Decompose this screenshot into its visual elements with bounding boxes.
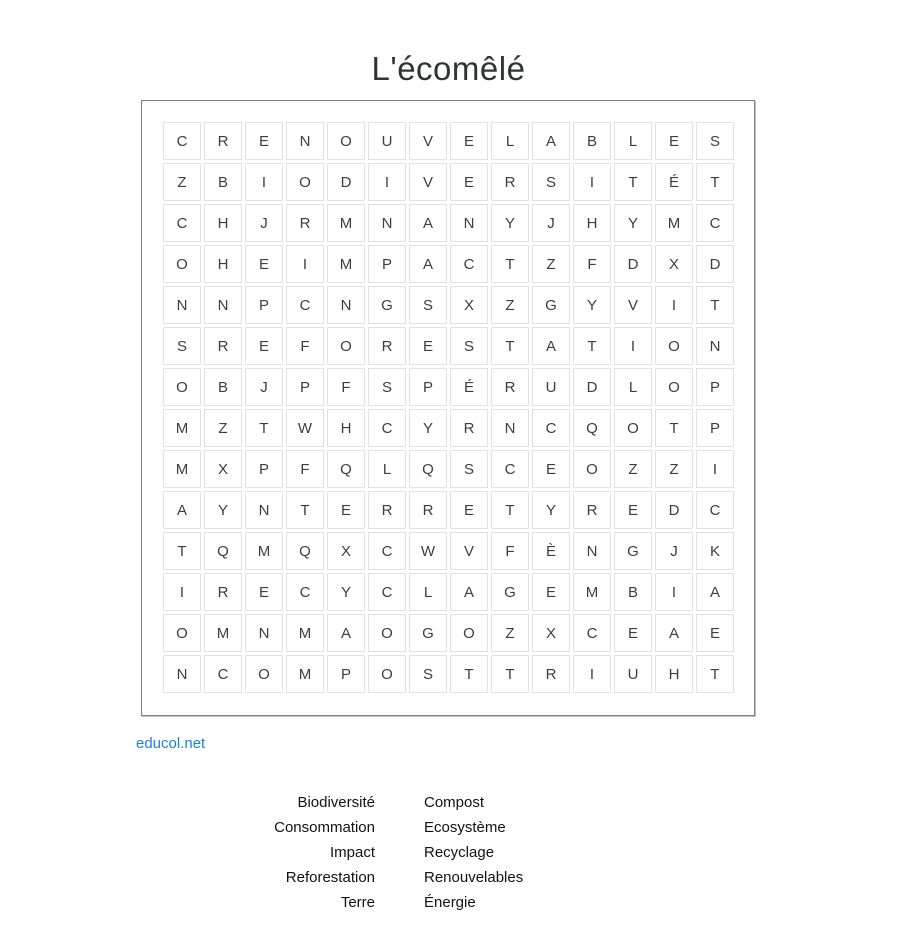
- grid-cell: D: [696, 245, 734, 283]
- grid-cell: E: [532, 573, 570, 611]
- grid-cell: N: [245, 614, 283, 652]
- grid-cell: U: [614, 655, 652, 693]
- grid-cell: P: [368, 245, 406, 283]
- grid-cell: C: [368, 573, 406, 611]
- word-list: [0, 790, 897, 915]
- grid-cell: T: [614, 163, 652, 201]
- grid-cell: Y: [573, 286, 611, 324]
- grid-cell: O: [368, 614, 406, 652]
- grid-cell: Z: [163, 163, 201, 201]
- grid-cell: C: [163, 204, 201, 242]
- grid-cell: C: [368, 409, 406, 447]
- educol-link[interactable]: educol.net: [136, 735, 206, 752]
- grid-cell: J: [245, 204, 283, 242]
- grid-cell: P: [409, 368, 447, 406]
- grid-cell: G: [614, 532, 652, 570]
- grid-cell: L: [409, 573, 447, 611]
- grid-cell: T: [286, 491, 324, 529]
- grid-cell: I: [614, 327, 652, 365]
- grid-cell: A: [163, 491, 201, 529]
- grid-cell: C: [573, 614, 611, 652]
- grid-cell: Y: [491, 204, 529, 242]
- grid-cell: R: [573, 491, 611, 529]
- grid-cell: T: [450, 655, 488, 693]
- grid-cell: O: [163, 245, 201, 283]
- grid-cell: N: [696, 327, 734, 365]
- grid-cell: X: [450, 286, 488, 324]
- puzzle-board: [141, 100, 755, 716]
- grid-cell: H: [655, 655, 693, 693]
- grid-cell: L: [368, 450, 406, 488]
- grid-cell: O: [655, 327, 693, 365]
- grid-cell: S: [409, 286, 447, 324]
- grid-cell: A: [532, 122, 570, 160]
- grid-cell: C: [204, 655, 242, 693]
- grid-cell: N: [286, 122, 324, 160]
- grid-cell: S: [163, 327, 201, 365]
- grid-cell: N: [573, 532, 611, 570]
- grid-cell: N: [204, 286, 242, 324]
- grid-cell: N: [491, 409, 529, 447]
- grid-cell: H: [204, 204, 242, 242]
- grid-cell: X: [204, 450, 242, 488]
- grid-cell: É: [655, 163, 693, 201]
- grid-cell: I: [286, 245, 324, 283]
- grid-cell: H: [573, 204, 611, 242]
- grid-cell: T: [245, 409, 283, 447]
- grid-cell: Q: [573, 409, 611, 447]
- grid-cell: M: [573, 573, 611, 611]
- grid-cell: M: [163, 409, 201, 447]
- grid-cell: E: [614, 491, 652, 529]
- word-list-column-left: [0, 790, 375, 915]
- word-list-item: Énergie: [424, 894, 476, 911]
- grid-cell: W: [409, 532, 447, 570]
- grid-cell: Z: [491, 614, 529, 652]
- word-list-item: Compost: [424, 794, 485, 811]
- grid-cell: B: [204, 368, 242, 406]
- grid-cell: E: [450, 122, 488, 160]
- grid-cell: O: [286, 163, 324, 201]
- grid-cell: I: [655, 286, 693, 324]
- grid-cell: V: [409, 163, 447, 201]
- grid-cell: Y: [204, 491, 242, 529]
- grid-cell: D: [655, 491, 693, 529]
- grid-cell: E: [327, 491, 365, 529]
- grid-cell: E: [245, 122, 283, 160]
- grid-cell: Y: [409, 409, 447, 447]
- grid-cell: Z: [614, 450, 652, 488]
- grid-cell: R: [204, 573, 242, 611]
- grid-cell: Q: [204, 532, 242, 570]
- grid-cell: L: [614, 368, 652, 406]
- grid-cell: Y: [614, 204, 652, 242]
- grid-cell: S: [409, 655, 447, 693]
- grid-cell: O: [614, 409, 652, 447]
- grid-cell: G: [409, 614, 447, 652]
- word-list-item: Ecosystème: [424, 819, 506, 836]
- grid-cell: C: [532, 409, 570, 447]
- grid-cell: K: [696, 532, 734, 570]
- grid-cell: P: [245, 286, 283, 324]
- grid-cell: M: [204, 614, 242, 652]
- grid-cell: M: [327, 245, 365, 283]
- grid-cell: I: [655, 573, 693, 611]
- grid-cell: J: [245, 368, 283, 406]
- grid-cell: O: [245, 655, 283, 693]
- grid-cell: É: [450, 368, 488, 406]
- grid-cell: F: [327, 368, 365, 406]
- grid-cell: N: [163, 655, 201, 693]
- grid-cell: T: [491, 491, 529, 529]
- grid-cell: D: [614, 245, 652, 283]
- grid-cell: I: [573, 655, 611, 693]
- grid-cell: P: [696, 368, 734, 406]
- grid-cell: Y: [327, 573, 365, 611]
- grid-cell: S: [368, 368, 406, 406]
- grid-cell: G: [491, 573, 529, 611]
- grid-cell: C: [368, 532, 406, 570]
- grid-cell: E: [245, 327, 283, 365]
- grid-cell: I: [573, 163, 611, 201]
- grid-cell: T: [573, 327, 611, 365]
- word-list-item: Reforestation: [285, 869, 375, 886]
- page-title: L'écomêlé: [371, 50, 526, 87]
- grid-cell: O: [368, 655, 406, 693]
- grid-cell: O: [327, 327, 365, 365]
- grid-cell: P: [286, 368, 324, 406]
- grid-cell: O: [327, 122, 365, 160]
- grid-cell: Y: [532, 491, 570, 529]
- grid-cell: E: [245, 245, 283, 283]
- grid-cell: T: [696, 286, 734, 324]
- grid-cell: J: [655, 532, 693, 570]
- grid-cell: F: [491, 532, 529, 570]
- grid-cell: J: [532, 204, 570, 242]
- word-list-item: Biodiversité: [297, 794, 375, 811]
- word-list-item: Renouvelables: [424, 869, 524, 886]
- grid-cell: T: [696, 163, 734, 201]
- grid-cell: A: [655, 614, 693, 652]
- grid-cell: O: [450, 614, 488, 652]
- grid-cell: N: [163, 286, 201, 324]
- grid-cell: E: [532, 450, 570, 488]
- grid-cell: C: [491, 450, 529, 488]
- grid-cell: C: [286, 573, 324, 611]
- grid-cell: X: [327, 532, 365, 570]
- grid-cell: E: [614, 614, 652, 652]
- grid-cell: F: [573, 245, 611, 283]
- grid-cell: D: [573, 368, 611, 406]
- grid-cell: E: [450, 163, 488, 201]
- grid-cell: C: [696, 204, 734, 242]
- grid-cell: O: [163, 614, 201, 652]
- grid-cell: P: [696, 409, 734, 447]
- grid-cell: A: [409, 245, 447, 283]
- grid-cell: Q: [327, 450, 365, 488]
- grid-cell: O: [163, 368, 201, 406]
- grid-cell: T: [696, 655, 734, 693]
- grid-cell: I: [245, 163, 283, 201]
- grid-cell: B: [614, 573, 652, 611]
- grid-cell: C: [286, 286, 324, 324]
- grid-cell: T: [491, 655, 529, 693]
- grid-cell: R: [532, 655, 570, 693]
- word-list-item: Recyclage: [424, 844, 495, 861]
- grid-cell: T: [655, 409, 693, 447]
- grid-cell: È: [532, 532, 570, 570]
- grid-cell: M: [245, 532, 283, 570]
- grid-cell: M: [286, 614, 324, 652]
- grid-cell: U: [532, 368, 570, 406]
- grid-cell: M: [655, 204, 693, 242]
- grid-cell: S: [450, 450, 488, 488]
- grid-cell: B: [573, 122, 611, 160]
- grid-cell: A: [532, 327, 570, 365]
- grid-cell: T: [491, 327, 529, 365]
- grid-cell: M: [163, 450, 201, 488]
- grid-cell: D: [327, 163, 365, 201]
- grid-cell: Q: [286, 532, 324, 570]
- grid-cell: L: [614, 122, 652, 160]
- grid-cell: I: [696, 450, 734, 488]
- word-list-column-right: [424, 790, 523, 915]
- grid-cell: N: [327, 286, 365, 324]
- grid-cell: E: [409, 327, 447, 365]
- grid-cell: T: [491, 245, 529, 283]
- grid-cell: N: [368, 204, 406, 242]
- grid-cell: X: [655, 245, 693, 283]
- grid-cell: P: [245, 450, 283, 488]
- grid-cell: R: [450, 409, 488, 447]
- grid-cell: W: [286, 409, 324, 447]
- grid-cell: A: [409, 204, 447, 242]
- grid-cell: V: [450, 532, 488, 570]
- grid-cell: M: [286, 655, 324, 693]
- grid-cell: L: [491, 122, 529, 160]
- grid-cell: T: [163, 532, 201, 570]
- grid-cell: E: [245, 573, 283, 611]
- grid-cell: A: [327, 614, 365, 652]
- grid-cell: S: [450, 327, 488, 365]
- grid-cell: Z: [204, 409, 242, 447]
- grid-cell: S: [696, 122, 734, 160]
- grid-cell: Z: [532, 245, 570, 283]
- grid-cell: R: [204, 122, 242, 160]
- grid-cell: O: [655, 368, 693, 406]
- grid-cell: E: [655, 122, 693, 160]
- grid-cell: V: [614, 286, 652, 324]
- grid-cell: B: [204, 163, 242, 201]
- grid-cell: X: [532, 614, 570, 652]
- word-list-item: Terre: [340, 894, 375, 911]
- grid-cell: P: [327, 655, 365, 693]
- grid-cell: E: [696, 614, 734, 652]
- grid-cell: C: [163, 122, 201, 160]
- grid-cell: A: [450, 573, 488, 611]
- grid-cell: F: [286, 327, 324, 365]
- grid-cell: Z: [655, 450, 693, 488]
- letter-grid: [163, 122, 734, 693]
- grid-cell: S: [532, 163, 570, 201]
- grid-cell: R: [368, 491, 406, 529]
- grid-cell: F: [286, 450, 324, 488]
- grid-cell: R: [286, 204, 324, 242]
- grid-cell: A: [696, 573, 734, 611]
- grid-cell: I: [163, 573, 201, 611]
- word-list-item: Consommation: [274, 819, 375, 836]
- grid-cell: I: [368, 163, 406, 201]
- grid-cell: R: [204, 327, 242, 365]
- grid-cell: R: [409, 491, 447, 529]
- grid-cell: R: [491, 368, 529, 406]
- grid-cell: E: [450, 491, 488, 529]
- grid-cell: C: [696, 491, 734, 529]
- grid-cell: U: [368, 122, 406, 160]
- grid-cell: C: [450, 245, 488, 283]
- grid-cell: N: [245, 491, 283, 529]
- word-list-item: Impact: [329, 844, 375, 861]
- grid-cell: G: [532, 286, 570, 324]
- grid-cell: H: [327, 409, 365, 447]
- grid-cell: O: [573, 450, 611, 488]
- grid-cell: N: [450, 204, 488, 242]
- grid-cell: V: [409, 122, 447, 160]
- grid-cell: M: [327, 204, 365, 242]
- grid-cell: G: [368, 286, 406, 324]
- grid-cell: H: [204, 245, 242, 283]
- grid-cell: Z: [491, 286, 529, 324]
- grid-cell: R: [491, 163, 529, 201]
- grid-cell: R: [368, 327, 406, 365]
- grid-cell: Q: [409, 450, 447, 488]
